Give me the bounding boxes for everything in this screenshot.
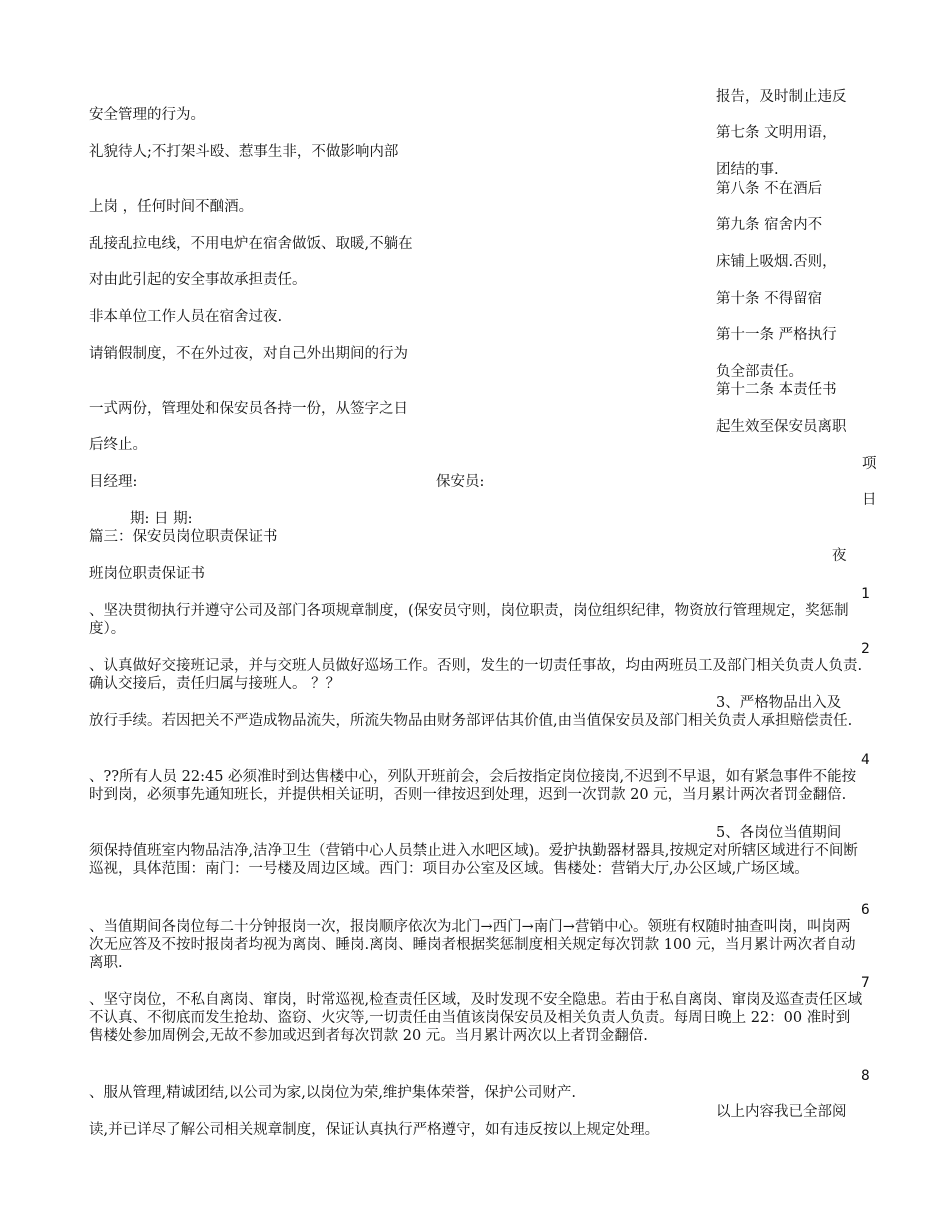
right-line-11: 起生效至保安员离职 [716, 419, 847, 435]
right-line-7: 第十条 不得留宿 [716, 291, 823, 307]
item-1-text: 、坚决贯彻执行并遵守公司及部门各项规章制度，(保安员守则，岗位职责，岗位组织纪律，物资放行管理规定，奖惩制度）。 [89, 603, 849, 637]
item-6-number: 6 [861, 902, 870, 918]
signature-ri: 日 [862, 492, 877, 508]
left-line-6: 非本单位工作人员在宿舍过夜. [89, 309, 283, 325]
left-line-5: 对由此引起的安全事故承担责任。 [89, 272, 307, 288]
item-7-text: 、坚守岗位，不私自离岗、窜岗，时常巡视,检查责任区域，及时发现不安全隐患。若由于私自离岗、窜岗及巡查责任区域不认真、不彻底而发生抢劫、盗窃、火灾等,一切责任由当值该岗保安员及相关负责人负责。每周日晚上 22：00 准时到售楼处参加周例会,无故不参加或迟到者每次罚款 20 元。当月累计两次以上者罚金翻倍. [89, 992, 863, 1044]
closing-heading: 以上内容我已全部阅 [716, 1104, 847, 1120]
signature-manager-label: 目经理: [89, 474, 138, 490]
left-line-2: 礼貌待人;不打架斗殴、惹事生非，不做影响内部 [89, 144, 399, 160]
section-subtitle: 班岗位职责保证书 [89, 566, 205, 582]
item-7-number: 7 [861, 975, 870, 991]
right-line-3: 团结的事. [716, 162, 779, 178]
left-line-9: 后终止。 [89, 437, 147, 453]
title-ye: 夜 [832, 548, 847, 564]
item-8-number: 8 [861, 1068, 870, 1084]
item-2-text: 、认真做好交接班记录，并与交班人员做好巡场工作。否则，发生的一切责任事故，均由两班员工及部门相关负责人负责.确认交接后，责任归属与接班人。 ？？ [89, 658, 863, 692]
item-3-heading: 3、严格物品出入及 [716, 695, 842, 711]
right-line-9: 负全部责任。 [716, 364, 803, 380]
item-2-number: 2 [861, 641, 870, 657]
item-4-number: 4 [861, 752, 870, 768]
signature-xiang: 项 [862, 456, 877, 472]
right-line-2: 第七条 文明用语， [716, 125, 837, 141]
right-line-8: 第十一条 严格执行 [716, 327, 837, 343]
right-line-10: 第十二条 本责任书 [716, 382, 837, 398]
item-6-text: 、当值期间各岗位每二十分钟报岗一次，报岗顺序依次为北门→西门→南门→营销中心。领班有权随时抽查叫岗，叫岗两次无应答及不按时报岗者均视为离岗、睡岗.离岗、睡岗者根据奖惩制度相关规定每次罚款 100 元，当月累计两次者自动离职. [89, 919, 856, 971]
left-line-4: 乱接乱拉电线，不用电炉在宿舍做饭、取暖,不躺在 [89, 236, 413, 252]
signature-guard-label: 保安员: [436, 474, 485, 490]
signature-date-label: 期: 日 期: [130, 511, 193, 527]
closing-text: 读,并已详尽了解公司相关规章制度，保证认真执行严格遵守，如有违反按以上规定处理。 [89, 1122, 660, 1138]
left-line-3: 上岗 ，任何时间不酗酒。 [89, 199, 254, 215]
left-line-1: 安全管理的行为。 [89, 107, 205, 123]
item-5-heading: 5、各岗位当值期间 [716, 825, 842, 841]
right-line-5: 第九条 宿舍内不 [716, 217, 823, 233]
right-line-4: 第八条 不在酒后 [716, 181, 823, 197]
left-line-8: 一式两份，管理处和保安员各持一份，从签字之日 [89, 401, 408, 417]
item-1-number: 1 [861, 586, 870, 602]
right-line-1: 报告，及时制止违反 [716, 89, 847, 105]
item-5-text: 须保持值班室内物品洁净,洁净卫生（营销中心人员禁止进入水吧区域)。爱护执勤器材器具,按规定对所辖区域进行不间断巡视，具体范围：南门：一号楼及周边区域。西门：项目办公室及区域。售楼处：营销大厅,办公区域,广场区域。 [89, 843, 858, 877]
item-4-text: 、??所有人员 22:45 必须准时到达售楼中心，列队开班前会，会后按指定岗位接岗,不迟到不早退，如有紧急事件不能按时到岗，必须事先通知班长，并提供相关证明，否则一律按迟到处理，迟到一次罚款 20 元，当月累计两次者罚金翻倍. [89, 769, 857, 803]
item-3-text: 放行手续。若因把关不严造成物品流失，所流失物品由财务部评估其价值,由当值保安员及部门相关负责人承担赔偿责任. [89, 713, 853, 729]
left-line-7: 请销假制度，不在外过夜，对自己外出期间的行为 [89, 346, 408, 362]
section-heading: 篇三：保安员岗位职责保证书 [89, 529, 278, 545]
item-8-text: 、服从管理,精诚团结,以公司为家,以岗位为荣,维护集体荣誉，保护公司财产. [89, 1085, 577, 1101]
right-line-6: 床铺上吸烟.否则， [716, 254, 837, 270]
